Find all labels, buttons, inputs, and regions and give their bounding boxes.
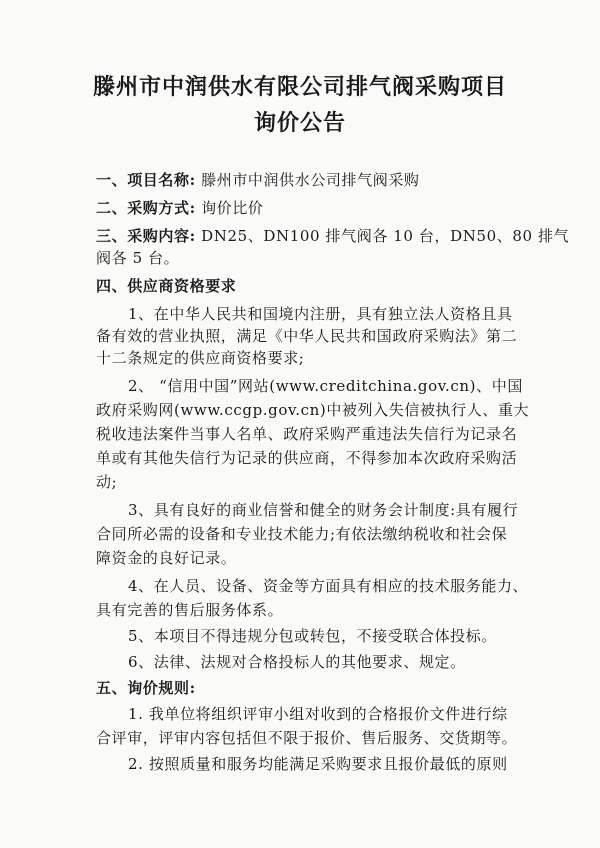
rules-line: 合评审，评审内容包括但不限于报价、售后服务、交货期等。 xyxy=(96,729,518,747)
qualification-line: 合同所必需的设备和专业技术能力;有依法缴纳税收和社会保 xyxy=(96,525,508,543)
purchase-content-heading: 三、采购内容: xyxy=(96,227,196,245)
qualification-line: 具有完善的售后服务体系。 xyxy=(96,601,284,619)
project-name-value: 滕州市中润供水公司排气阀采购 xyxy=(201,171,420,189)
qualification-line: 税收违法案件当事人名单、政府采购严重违法失信行为记录名 xyxy=(96,425,518,443)
rules-heading: 五、询价规则: xyxy=(96,679,196,697)
purchase-method-value: 询价比价 xyxy=(201,199,264,217)
purchase-content-value: DN25、DN100 排气阀各 10 台，DN50、80 排气 xyxy=(201,227,570,245)
rules-line: 1. 我单位将组织评审小组对收到的合格报价文件进行综 xyxy=(128,705,508,723)
qualification-line: 2、 “信用中国”网站(www.creditchina.gov.cn)、中国 xyxy=(128,377,523,395)
purchase-content-row xyxy=(96,226,569,246)
project-name-heading: 一、项目名称: xyxy=(96,171,196,189)
qualification-line: 政府采购网(www.ccgp.gov.cn)中被列入失信被执行人、重大 xyxy=(96,401,530,419)
document-title-line-1: 滕州市中润供水有限公司排气阀采购项目 xyxy=(92,74,507,100)
rules-line: 2. 按照质量和服务均能满足采购要求且报价最低的原则 xyxy=(128,755,508,773)
project-name-row xyxy=(96,170,420,190)
qualification-line: 3、具有良好的商业信誉和健全的财务会计制度:具有履行 xyxy=(128,501,519,519)
purchase-method-heading: 二、采购方式: xyxy=(96,199,196,217)
qualification-line: 十二条规定的供应商资格要求; xyxy=(96,349,305,367)
qualification-heading: 四、供应商资格要求 xyxy=(96,277,237,295)
purchase-method-row xyxy=(96,198,264,218)
qualification-line: 动; xyxy=(96,473,118,491)
qualification-line: 单或有其他失信行为记录的供应商，不得参加本次政府采购活 xyxy=(96,449,518,467)
qualification-line: 1、在中华人民共和国境内注册，具有独立法人资格且具 xyxy=(128,305,513,323)
document-title-line-2: 询价公告 xyxy=(253,110,346,136)
qualification-line: 障资金的良好记录。 xyxy=(96,549,237,567)
purchase-content-continuation: 阀各 5 台。 xyxy=(96,249,180,267)
qualification-line: 4、在人员、设备、资金等方面具有相应的技术服务能力、 xyxy=(128,577,529,595)
qualification-line: 5、本项目不得违规分包或转包，不接受联合体投标。 xyxy=(128,627,497,645)
qualification-line: 备有效的营业执照，满足《中华人民共和国政府采购法》第二 xyxy=(96,327,518,345)
qualification-line: 6、法律、法规对合格投标人的其他要求、规定。 xyxy=(128,653,466,671)
